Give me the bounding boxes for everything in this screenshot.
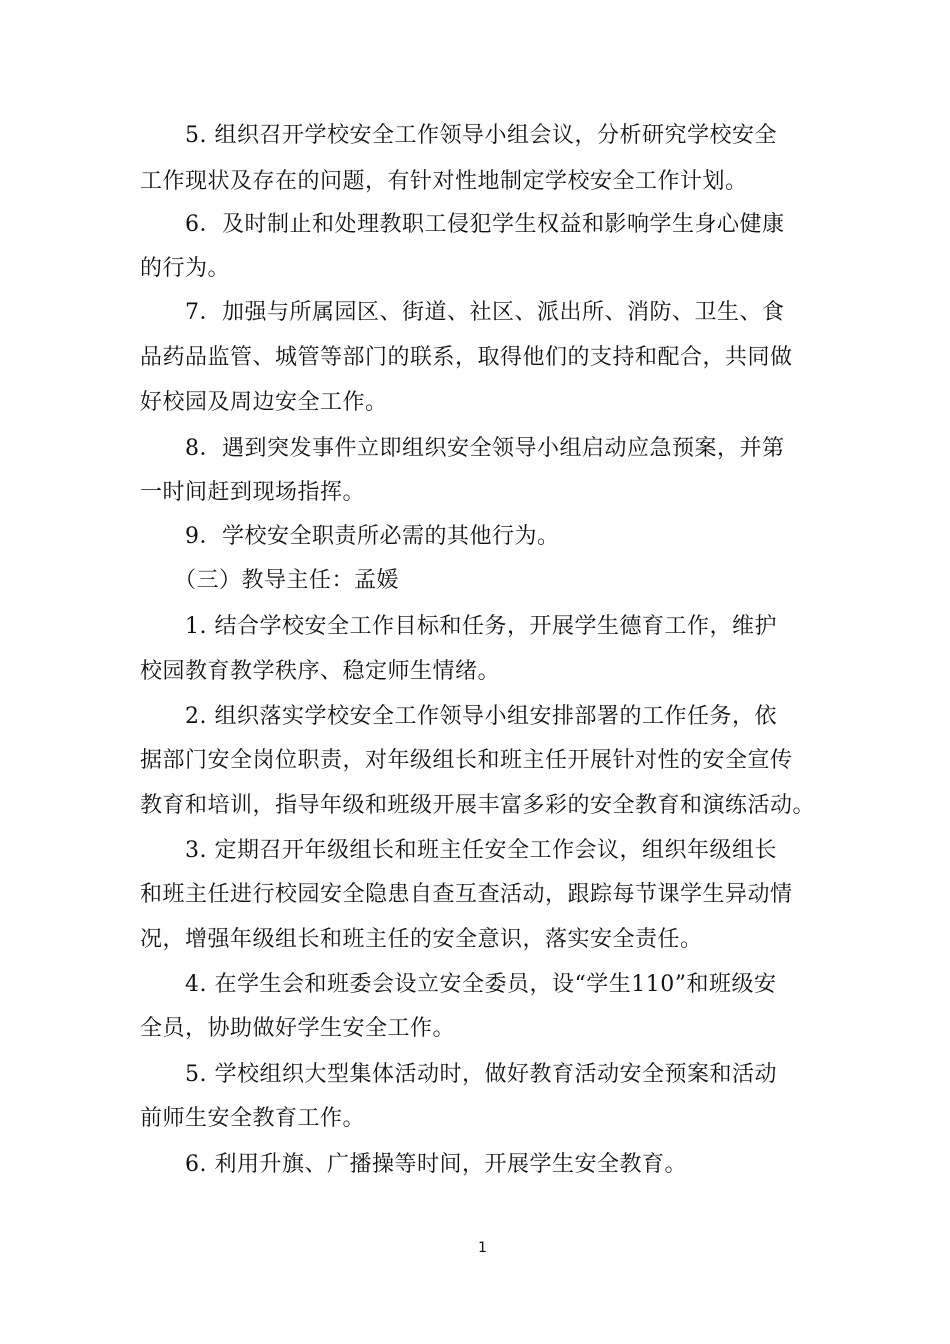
paragraph-line: 校园教育教学秩序、稳定师生情绪。 bbox=[140, 659, 501, 684]
paragraph-line: 7．加强与所属园区、街道、社区、派出所、消防、卫生、食 bbox=[185, 300, 785, 325]
paragraph-line: 品药品监管、城管等部门的联系，取得他们的支持和配合，共同做 bbox=[140, 345, 793, 370]
paragraph-line: 6．及时制止和处理教职工侵犯学生权益和影响学生身心健康 bbox=[185, 212, 785, 237]
paragraph-line: 6. 利用升旗、广播操等时间，开展学生安全教育。 bbox=[185, 1152, 687, 1177]
paragraph-line: 全员，协助做好学生安全工作。 bbox=[140, 1016, 456, 1041]
paragraph-line: 1. 结合学校安全工作目标和任务，开展学生德育工作，维护 bbox=[185, 614, 777, 639]
paragraph-line: 5. 组织召开学校安全工作领导小组会议，分析研究学校安全 bbox=[185, 123, 777, 148]
paragraph-line: 据部门安全岗位职责，对年级组长和班主任开展针对性的安全宣传 bbox=[140, 748, 793, 773]
paragraph-line: 况，增强年级组长和班主任的安全意识，落实安全责任。 bbox=[140, 927, 703, 952]
paragraph-line: 的行为。 bbox=[140, 256, 231, 281]
paragraph-line: 4. 在学生会和班委会设立安全委员，设“学生110”和班级安 bbox=[185, 972, 777, 997]
paragraph-line: 教育和培训，指导年级和班级开展丰富多彩的安全教育和演练活动。 bbox=[140, 793, 816, 818]
paragraph-line: 2. 组织落实学校安全工作领导小组安排部署的工作任务，依 bbox=[185, 704, 777, 729]
section-heading: （三）教导主任：孟媛 bbox=[174, 568, 400, 593]
paragraph-line: 3. 定期召开年级组长和班主任安全工作会议，组织年级组长 bbox=[185, 838, 777, 863]
paragraph-line: 工作现状及存在的问题，有针对性地制定学校安全工作计划。 bbox=[140, 169, 748, 194]
paragraph-line: 前师生安全教育工作。 bbox=[140, 1106, 366, 1131]
paragraph-line: 8．遇到突发事件立即组织安全领导小组启动应急预案，并第 bbox=[185, 436, 785, 461]
paragraph-line: 一时间赶到现场指挥。 bbox=[140, 480, 366, 505]
page-number: 1 bbox=[478, 1240, 487, 1256]
paragraph-line: 9．学校安全职责所必需的其他行为。 bbox=[185, 524, 560, 549]
paragraph-line: 和班主任进行校园安全隐患自查互查活动，跟踪每节课学生异动情 bbox=[140, 882, 793, 907]
paragraph-line: 5. 学校组织大型集体活动时，做好教育活动安全预案和活动 bbox=[185, 1062, 777, 1087]
paragraph-line: 好校园及周边安全工作。 bbox=[140, 390, 388, 415]
